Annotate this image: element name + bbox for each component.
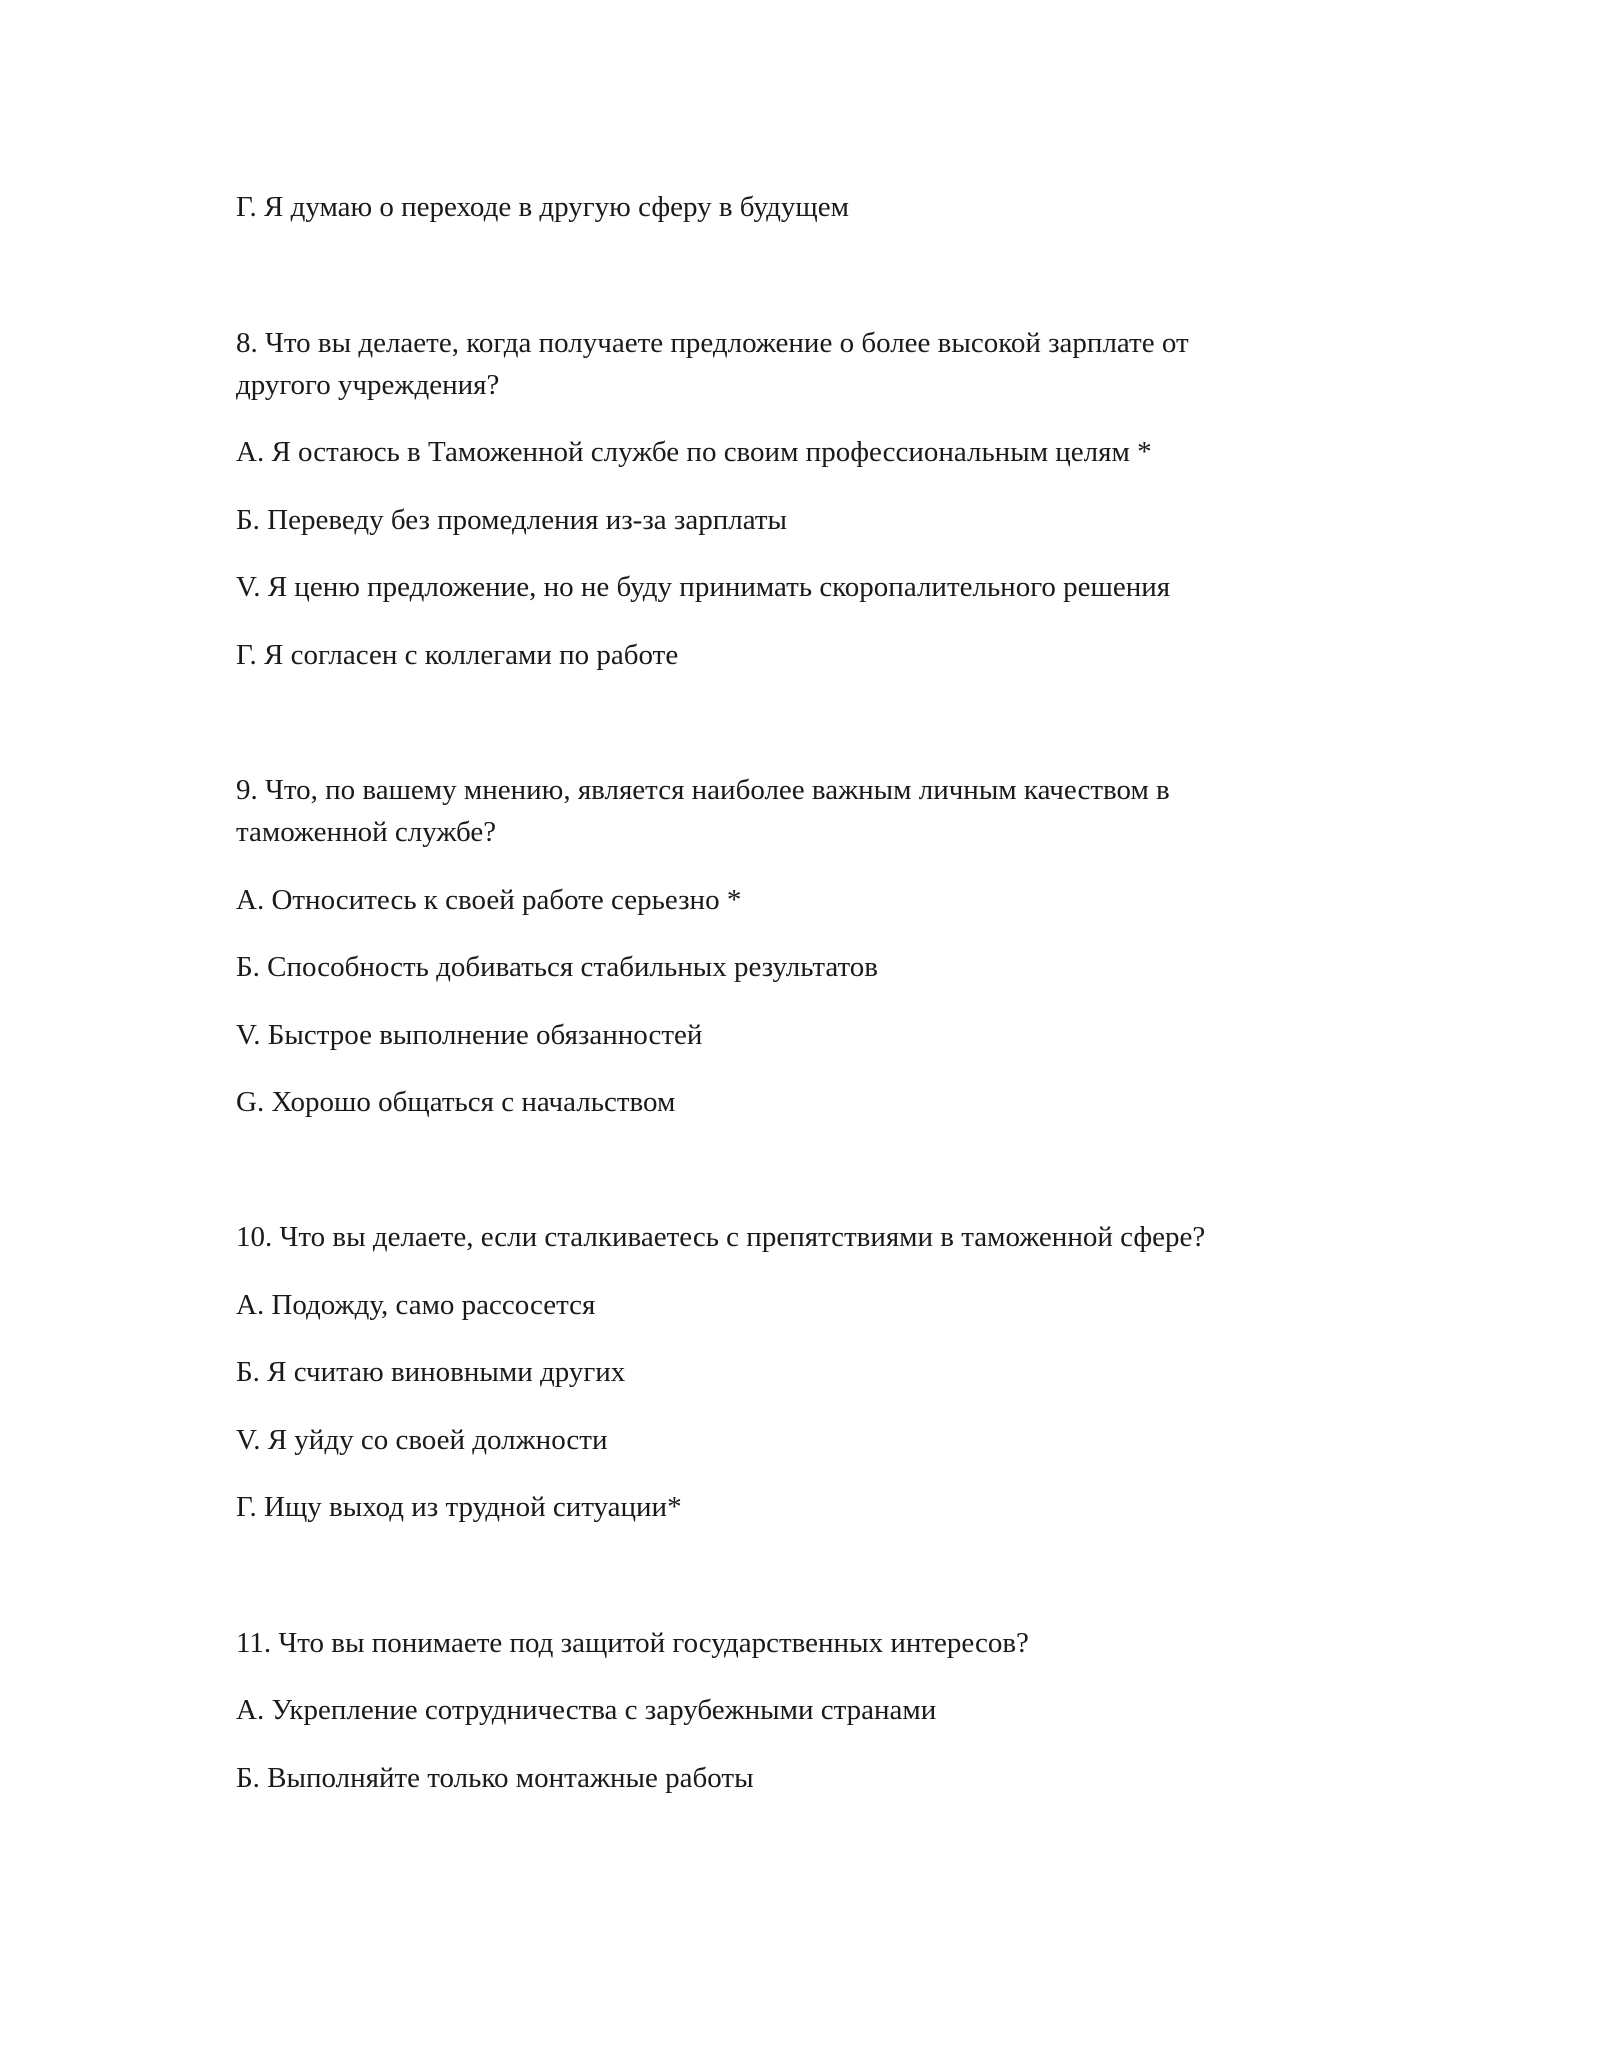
- q9-question-line-1: 9. Что, по вашему мнению, является наиболее важным личным качеством в: [236, 774, 1170, 806]
- q8-question-line-2: другого учреждения?: [236, 369, 500, 401]
- q10-option-b: Б. Я считаю виновными других: [236, 1356, 626, 1388]
- q8-option-b: Б. Переведу без промедления из-за зарплаты: [236, 504, 787, 536]
- q8-option-a: А. Я остаюсь в Таможенной службе по своим профессиональным целям *: [236, 436, 1152, 468]
- q10-option-v: V. Я уйду со своей должности: [236, 1424, 608, 1456]
- q9-option-b: Б. Способность добиваться стабильных результатов: [236, 951, 878, 983]
- q8-option-v: V. Я ценю предложение, но не буду принимать скоропалительного решения: [236, 571, 1171, 603]
- q10-option-g: Г. Ищу выход из трудной ситуации*: [236, 1491, 682, 1523]
- q11-option-b: Б. Выполняйте только монтажные работы: [236, 1762, 754, 1794]
- q11-question: 11. Что вы понимаете под защитой государственных интересов?: [236, 1627, 1029, 1659]
- q11-option-a: А. Укрепление сотрудничества с зарубежными странами: [236, 1694, 937, 1726]
- q10-option-a: А. Подожду, само рассосется: [236, 1289, 596, 1321]
- q7-option-g: Г. Я думаю о переходе в другую сферу в будущем: [236, 191, 849, 223]
- q9-question-line-2: таможенной службе?: [236, 816, 497, 848]
- q9-option-g: G. Хорошо общаться с начальством: [236, 1086, 676, 1118]
- q9-option-v: V. Быстрое выполнение обязанностей: [236, 1019, 703, 1051]
- q10-question: 10. Что вы делаете, если сталкиваетесь с препятствиями в таможенной сфере?: [236, 1221, 1206, 1253]
- q9-option-a: А. Относитесь к своей работе серьезно *: [236, 884, 742, 916]
- q8-question-line-1: 8. Что вы делаете, когда получаете предложение о более высокой зарплате от: [236, 327, 1189, 359]
- q8-option-g: Г. Я согласен с коллегами по работе: [236, 639, 679, 671]
